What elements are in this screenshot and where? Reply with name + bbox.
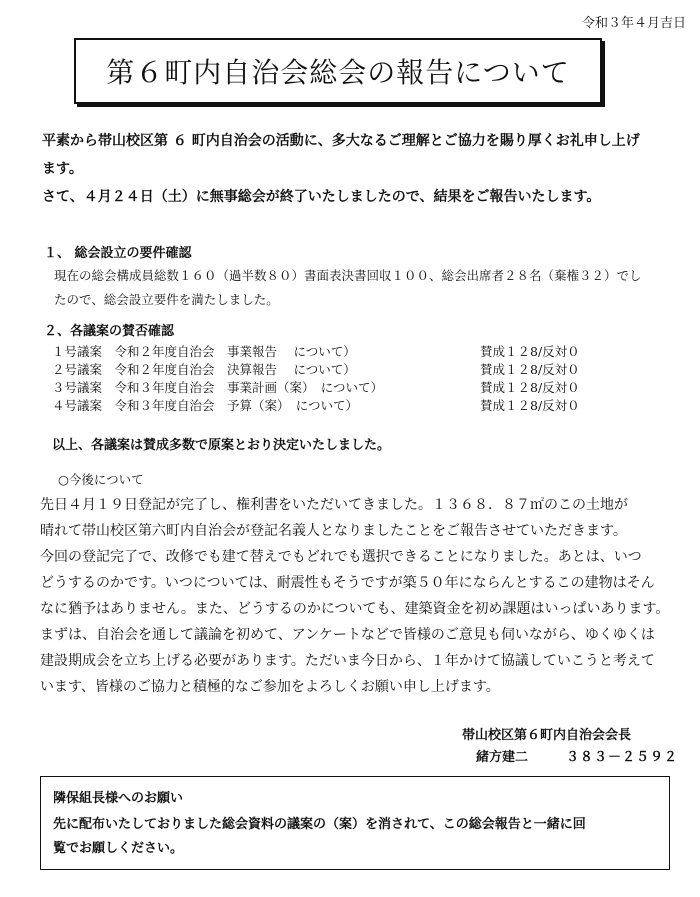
section-1-line-1: 現在の総会構成員総数１６０（過半数８０）書面表決書回収１００、総会出席者２８名（棄権３２）でし <box>54 268 642 283</box>
future-line-4: どうするのかです。いつについては、耐震性もそうですが築５０年にならんとするこの建物はそん <box>40 575 655 591</box>
agenda-row <box>52 360 612 378</box>
agenda-row <box>52 378 612 396</box>
notice-box <box>40 776 670 870</box>
section-2-heading: ２、各議案の賛否確認 <box>44 324 175 339</box>
agenda-item-label: ４号議案 令和３年度自治会 予算（案） について） <box>52 398 359 413</box>
agenda-item-label: １号議案 令和２年度自治会 事業報告 について） <box>52 344 356 359</box>
signature-org: 帯山校区第６町内自治会会長 <box>462 728 632 743</box>
notice-line-2: 覧でお願しください。 <box>53 841 184 856</box>
agenda-item-label: ２号議案 令和２年度自治会 決算報告 について） <box>52 362 356 377</box>
agenda-row <box>52 342 612 360</box>
agenda-item-vote: 賛成１２8/反対０ <box>480 362 580 377</box>
agenda-item-label: ３号議案 令和３年度自治会 事業計画（案） について） <box>52 380 384 395</box>
signature-phone: ３８３－２５９２ <box>566 750 679 765</box>
intro-line-1: 平素から帯山校区第 ６ 町内自治会の活動に、多大なるご理解とご協力を賜り厚くお礼申し上げ <box>42 133 640 149</box>
notice-heading: 隣保組長様へのお願い <box>53 791 184 806</box>
agenda-item-vote: 賛成１２8/反対０ <box>480 398 580 413</box>
section-1-heading: １、 総会設立の要件確認 <box>44 246 192 261</box>
future-heading: ○今後について <box>58 472 144 487</box>
future-line-5: なに猶予はありません。また、どうするのかについても、建築資金を初め課題はいっぱいあります。 <box>40 601 670 617</box>
agenda-row <box>52 396 612 414</box>
future-line-7: 建設期成会を立ち上げる必要があります。ただいま今日から、１年かけて協議していこうと考えて <box>40 653 655 669</box>
signature-name: 緒方建二 <box>476 750 529 765</box>
future-line-3: 今回の登記完了で、改修でも建て替えでもどれでも選択できることになりました。あとは、いつ <box>40 549 642 565</box>
future-line-8: います、皆様のご協力と積極的なご参加をよろしくお願い申し上げます。 <box>40 679 500 695</box>
title-box <box>74 38 602 104</box>
section-2-conclusion: 以上、各議案は賛成多数で原案とおり決定いたしました。 <box>52 438 391 453</box>
intro-line-3: さて、４月２４日（土）に無事総会が終了いたしましたので、結果をご報告いたします。 <box>42 189 601 205</box>
agenda-item-vote: 賛成１２8/反対０ <box>480 344 580 359</box>
document-date: 令和３年４月吉日 <box>581 16 686 31</box>
page-title: 第６町内自治会総会の報告について <box>106 56 570 89</box>
notice-line-1: 先に配布いたしておりました総会資料の議案の（案）を消されて、この総会報告と一緒に回 <box>53 817 586 832</box>
agenda-item-vote: 賛成１２8/反対０ <box>480 380 580 395</box>
section-1-line-2: たので、総会設立要件を満たしました。 <box>54 292 279 307</box>
future-line-1: 先日４月１９日登記が完了し、権利書をいただいてきました。１３６８．８７㎡のこの土地が <box>40 497 628 513</box>
intro-line-2: ます。 <box>42 161 83 177</box>
future-line-6: まずは、自治会を通して議論を初めて、アンケートなどで皆様のご意見も伺いながら、ゆくゆくは <box>40 627 655 643</box>
future-line-2: 晴れて帯山校区第六町内自治会が登記名義人となりましたことをご報告させていただきます。 <box>40 523 627 539</box>
